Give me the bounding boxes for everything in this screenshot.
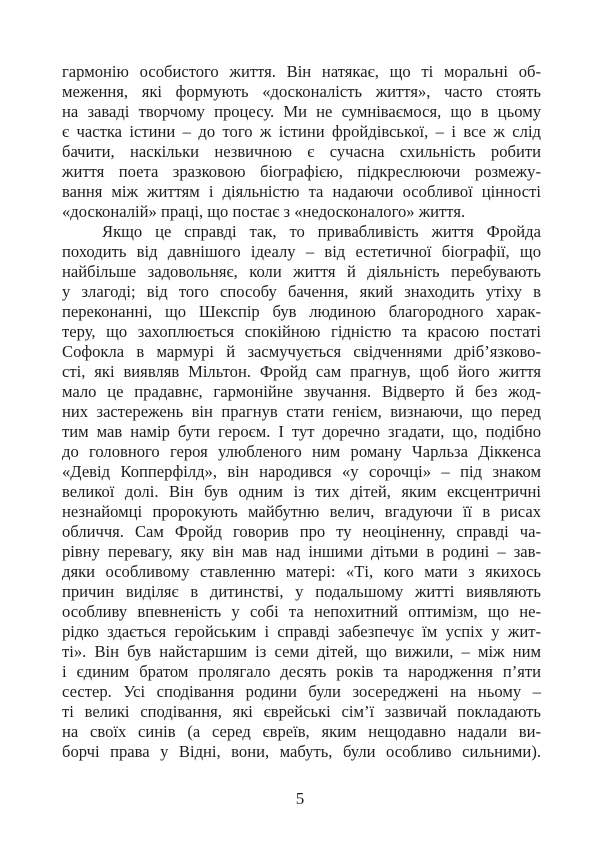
text-line: теру, що захоплюється спокійною гідністю та красою постаті — [62, 322, 541, 341]
text-line: походить від давнішого ідеалу – від естетичної біографії, що — [62, 242, 541, 261]
paragraph — [62, 62, 541, 222]
text-line: на заваді творчому процесу. Ми не сумніваємося, що в цьому — [62, 102, 541, 121]
text-line: обличчя. Сам Фройд говорив про ту неоціненну, справді ча- — [62, 522, 541, 541]
text-line: сті, які виявляв Мільтон. Фройд сам прагнув, щоб його життя — [62, 362, 541, 381]
text-line: у злагоді; від того способу бачення, який знаходить утіху в — [62, 282, 541, 301]
text-line: дяки особливому ставленню матері: «Ті, кого мати з якихось — [62, 562, 541, 581]
text-line: тим мав намір бути героєм. І тут доречно згадати, що, подібно — [62, 422, 541, 441]
text-line: вання між життям і діяльністю та надаючи особливої цінності — [62, 182, 541, 201]
text-line: гармонію особистого життя. Він натякає, що ті моральні об- — [62, 62, 541, 81]
text-line: незнайомці пророкують майбутню велич, вгадуючи її в рисах — [62, 502, 541, 521]
text-line: борчі права у Відні, вони, мабуть, були особливо сильними). — [62, 742, 541, 761]
paragraph — [62, 222, 541, 762]
text-line: на своїх синів (а серед євреїв, яким нещодавно надали ви- — [62, 722, 541, 741]
text-line: є частка істини – до того ж істини фройдівської, – і все ж слід — [62, 122, 541, 141]
text-line: бачити, наскільки незвичною є сучасна схильність робити — [62, 142, 541, 161]
text-line: «Девід Копперфілд», він народився «у сорочці» – під знаком — [62, 462, 541, 481]
text-line: найбільше задовольняє, коли життя й діяльність перебувають — [62, 262, 541, 281]
text-line: ті». Він був найстаршим із семи дітей, що вижили, – між ним — [62, 642, 541, 661]
text-line: особливу впевненість у собі та непохитний оптимізм, що не- — [62, 602, 541, 621]
text-line: Софокла в мармурі й засмучується свідченнями дріб’язково- — [62, 342, 541, 361]
text-line: «досконалій» праці, що постає з «недосконалого» життя. — [62, 202, 466, 221]
text-line: життя поета зразковою біографією, підкреслюючи розмежу- — [62, 162, 541, 181]
text-line: Якщо це справді так, то привабливість життя Фройда — [102, 222, 541, 241]
text-line: рівну перевагу, яку він мав над іншими дітьми в родині – зав- — [62, 542, 541, 561]
text-line: переконанні, що Шекспір був людиною благородного харак- — [62, 302, 541, 321]
body-text — [62, 62, 541, 762]
text-line: ті великі сподівання, які єврейські сім’ї зазвичай покладають — [62, 702, 541, 721]
text-line: сестер. Усі сподівання родини були зосереджені на ньому – — [62, 682, 541, 701]
text-line: мало це прадавнє, гармонійне звучання. Відверто й без жод- — [62, 382, 541, 401]
text-line: і єдиним братом пролягало десять років та народження п’яти — [62, 662, 541, 681]
text-line: до головного героя улюбленого ним роману Чарльза Діккенса — [62, 442, 541, 461]
text-line: причин виділяє в дитинстві, у подальшому житті виявляють — [62, 582, 541, 601]
text-line: меження, які формують «досконалість життя», часто стоять — [62, 82, 541, 101]
page-number: 5 — [295, 789, 305, 808]
text-line: великої долі. Він був одним із тих дітей, яким ексцентричні — [62, 482, 541, 501]
text-line: рідко здається геройським і справді забезпечує їм успіх у жит- — [62, 622, 541, 641]
text-line: них застережень він прагнув стати генієм, визнаючи, що перед — [62, 402, 541, 421]
